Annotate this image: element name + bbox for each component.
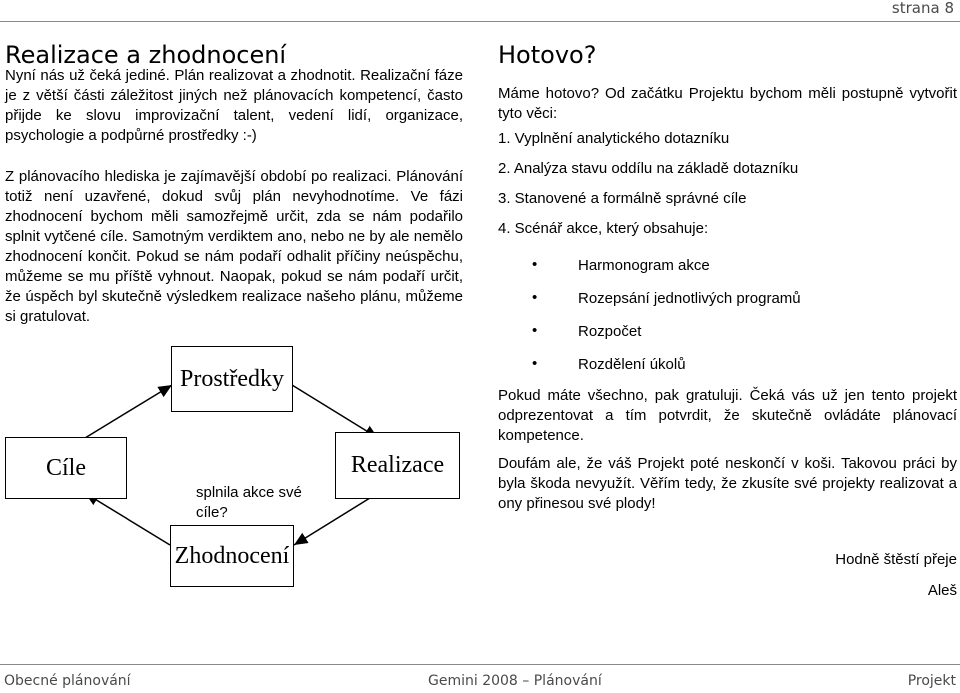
footer-left: Obecné plánování — [4, 673, 131, 689]
header-divider — [0, 21, 960, 22]
list-item: • Rozdělení úkolů — [532, 355, 686, 373]
closing-wish: Hodně štěstí přeje — [835, 551, 957, 568]
box-goals: Cíle — [5, 437, 127, 499]
list-item: 2. Analýza stavu oddílu na základě dotazníku — [498, 160, 799, 177]
bullet-icon: • — [532, 289, 538, 306]
footer-divider — [0, 664, 960, 665]
deliverables-list — [498, 130, 798, 250]
evaluation-question: splnila akce své cíle? — [196, 484, 302, 521]
list-item: 3. Stanovené a formálně správné cíle — [498, 190, 747, 207]
section-title-right: Hotovo? — [498, 41, 597, 69]
arrow-evaluation-to-goals — [85, 493, 170, 545]
section-title-left: Realizace a zhodnocení — [5, 41, 287, 69]
list-item: • Rozpočet — [532, 322, 642, 340]
bullet-icon: • — [532, 355, 538, 372]
list-item: • Harmonogram akce — [532, 256, 710, 274]
right-intro: Máme hotovo? Od začátku Projektu bychom měli postupně vytvořit tyto věci: — [498, 85, 957, 122]
footer-center: Gemini 2008 – Plánování — [428, 673, 602, 689]
left-paragraph-2: Z plánovacího hlediska je zajímavější období po realizaci. Plánování totiž není uzavřené, dokud svůj plán nevyhodnotíme. Ve fázi zhodnocení bychom měli samozřejmě určit, zda se nám podařilo splnit vytčené cíle. Samotným verdiktem ano, nebo ne by ale nemělo zhodnocení končit. Pokud se nám podaří odhalit příčiny neúspěchu, můžeme se mu příště vyhnout. Naopak, pokud se nám podaří určit, že úspěch byl skutečně výsledkem realizace našeho plánu, můžeme si gratulovat. — [5, 168, 463, 325]
page-number: strana 8 — [891, 0, 954, 17]
box-resources: Prostředky — [171, 346, 293, 412]
right-paragraph-1: Pokud máte všechno, pak gratuluji. Čeká vás už jen tento projekt odprezentovat a tím potvrdit, že skutečně ovládáte plánovací kompetence. — [498, 387, 957, 444]
list-item: 4. Scénář akce, který obsahuje: — [498, 220, 709, 237]
left-paragraph-1: Nyní nás už čeká jediné. Plán realizovat a zhodnotit. Realizační fáze je z větší části záležitost jiných než plánovacích kompetencí, často přijde ke slovu improvizační talent, vedení lidí, organizace, psychologie a podpůrné prostředky :-) — [5, 67, 463, 144]
box-evaluation: Zhodnocení — [170, 525, 294, 587]
list-item: 1. Vyplnění analytického dotazníku — [498, 130, 730, 147]
list-item: • Rozepsání jednotlivých programů — [532, 289, 801, 307]
bullet-icon: • — [532, 256, 538, 273]
arrow-resources-to-realization — [292, 385, 378, 438]
scenario-contents-list — [532, 257, 801, 389]
arrow-goals-to-resources — [85, 385, 172, 438]
bullet-icon: • — [532, 322, 538, 339]
box-realization: Realizace — [335, 432, 460, 499]
signature: Aleš — [927, 582, 957, 599]
right-paragraph-2: Doufám ale, že váš Projekt poté neskončí v koši. Takovou práci by byla škoda nevyužít. Věřím tedy, že zkusíte své projekty realizovat a ony přinesou své plody! — [498, 455, 957, 512]
footer-right: Projekt — [907, 673, 956, 689]
